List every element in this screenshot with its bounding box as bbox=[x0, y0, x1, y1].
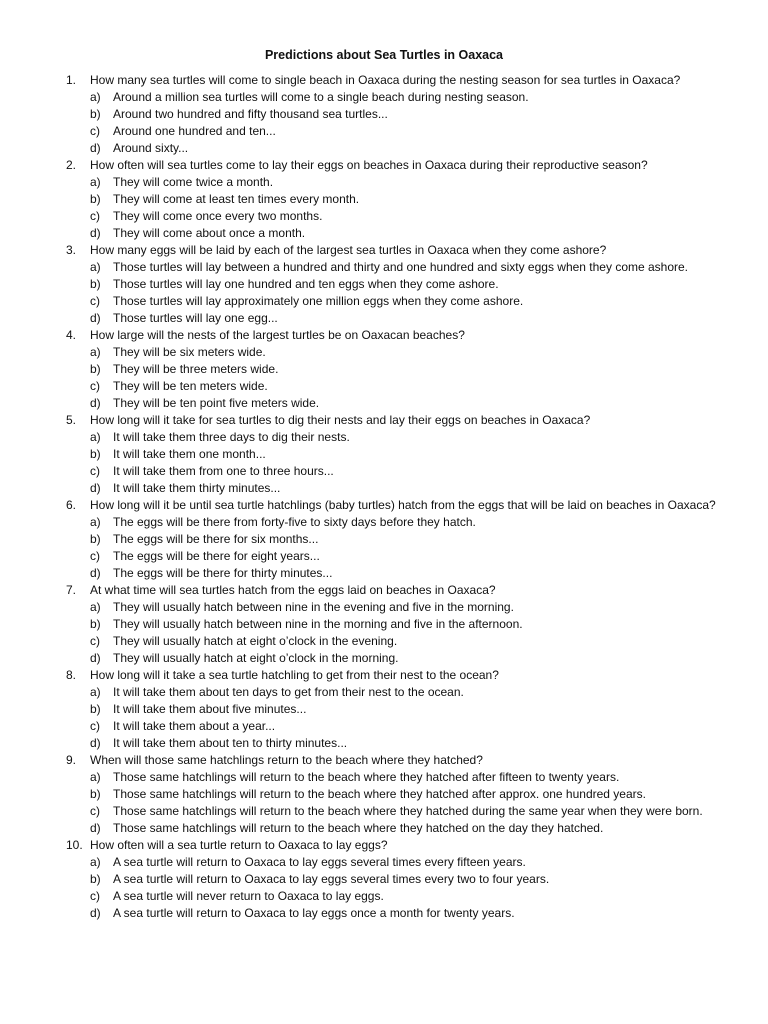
question-line bbox=[66, 242, 756, 259]
option-text: They will come once every two months. bbox=[113, 209, 323, 223]
answer-option bbox=[66, 259, 756, 276]
question-4 bbox=[66, 327, 756, 412]
question-text: How many sea turtles will come to single beach in Oaxaca during the nesting season for sea turtles in Oaxaca? bbox=[90, 73, 681, 87]
option-text: They will usually hatch at eight o’clock in the evening. bbox=[113, 634, 398, 648]
option-text: It will take them about ten days to get from their nest to the ocean. bbox=[113, 685, 464, 699]
answer-option bbox=[66, 361, 756, 378]
answer-option bbox=[66, 123, 756, 140]
question-text: At what time will sea turtles hatch from the eggs laid on beaches in Oaxaca? bbox=[90, 583, 496, 597]
question-text: How often will sea turtles come to lay their eggs on beaches in Oaxaca during their reproductive season? bbox=[90, 158, 648, 172]
option-text: It will take them about five minutes... bbox=[113, 702, 307, 716]
answer-option bbox=[66, 684, 756, 701]
question-10 bbox=[66, 837, 756, 922]
question-text: How large will the nests of the largest turtles be on Oaxacan beaches? bbox=[90, 328, 465, 342]
option-text: It will take them from one to three hours... bbox=[113, 464, 334, 478]
option-label: a) bbox=[90, 770, 101, 784]
option-label: b) bbox=[90, 192, 101, 206]
answer-option bbox=[66, 514, 756, 531]
option-text: The eggs will be there for eight years... bbox=[113, 549, 320, 563]
option-text: Those turtles will lay approximately one million eggs when they come ashore. bbox=[113, 294, 524, 308]
option-text: They will be three meters wide. bbox=[113, 362, 279, 376]
option-label: a) bbox=[90, 90, 101, 104]
option-text: It will take them about a year... bbox=[113, 719, 276, 733]
question-number: 2. bbox=[66, 158, 77, 172]
option-label: a) bbox=[90, 430, 101, 444]
answer-option bbox=[66, 395, 756, 412]
option-label: b) bbox=[90, 277, 101, 291]
option-label: d) bbox=[90, 141, 101, 155]
answer-option bbox=[66, 463, 756, 480]
option-label: d) bbox=[90, 311, 101, 325]
answer-option bbox=[66, 548, 756, 565]
option-label: b) bbox=[90, 872, 101, 886]
option-text: Those same hatchlings will return to the beach where they hatched during the same year when they were born. bbox=[113, 804, 703, 818]
answer-option bbox=[66, 854, 756, 871]
question-number: 3. bbox=[66, 243, 77, 257]
option-text: They will come about once a month. bbox=[113, 226, 306, 240]
question-number: 7. bbox=[66, 583, 77, 597]
option-text: Around one hundred and ten... bbox=[113, 124, 276, 138]
option-label: d) bbox=[90, 821, 101, 835]
answer-option bbox=[66, 633, 756, 650]
option-text: The eggs will be there from forty-five to sixty days before they hatch. bbox=[113, 515, 476, 529]
question-8 bbox=[66, 667, 756, 752]
answer-option bbox=[66, 378, 756, 395]
question-number: 5. bbox=[66, 413, 77, 427]
question-line bbox=[66, 72, 756, 89]
option-label: c) bbox=[90, 549, 100, 563]
answer-option bbox=[66, 871, 756, 888]
option-text: A sea turtle will return to Oaxaca to lay eggs once a month for twenty years. bbox=[113, 906, 515, 920]
option-text: They will be six meters wide. bbox=[113, 345, 266, 359]
answer-option bbox=[66, 616, 756, 633]
option-label: d) bbox=[90, 396, 101, 410]
option-label: d) bbox=[90, 906, 101, 920]
answer-option bbox=[66, 531, 756, 548]
question-text: How often will a sea turtle return to Oaxaca to lay eggs? bbox=[90, 838, 388, 852]
question-line bbox=[66, 582, 756, 599]
answer-option bbox=[66, 276, 756, 293]
answer-option bbox=[66, 429, 756, 446]
option-label: b) bbox=[90, 447, 101, 461]
option-label: c) bbox=[90, 719, 100, 733]
option-label: d) bbox=[90, 481, 101, 495]
option-label: a) bbox=[90, 345, 101, 359]
answer-option bbox=[66, 599, 756, 616]
option-label: b) bbox=[90, 362, 101, 376]
answer-option bbox=[66, 191, 756, 208]
option-text: Those same hatchlings will return to the beach where they hatched after fifteen to twenty years. bbox=[113, 770, 620, 784]
option-label: b) bbox=[90, 532, 101, 546]
question-line bbox=[66, 157, 756, 174]
question-text: When will those same hatchlings return to the beach where they hatched? bbox=[90, 753, 483, 767]
answer-option bbox=[66, 310, 756, 327]
question-list bbox=[66, 72, 756, 922]
option-text: They will come at least ten times every month. bbox=[113, 192, 360, 206]
option-text: They will usually hatch at eight o’clock in the morning. bbox=[113, 651, 399, 665]
question-5 bbox=[66, 412, 756, 497]
option-text: It will take them thirty minutes... bbox=[113, 481, 281, 495]
question-line bbox=[66, 412, 756, 429]
question-number: 10. bbox=[66, 838, 83, 852]
answer-option bbox=[66, 446, 756, 463]
option-text: It will take them one month... bbox=[113, 447, 266, 461]
option-label: a) bbox=[90, 175, 101, 189]
option-label: b) bbox=[90, 702, 101, 716]
question-line bbox=[66, 667, 756, 684]
question-1 bbox=[66, 72, 756, 157]
option-text: They will come twice a month. bbox=[113, 175, 274, 189]
answer-option bbox=[66, 293, 756, 310]
option-label: a) bbox=[90, 515, 101, 529]
document-title: Predictions about Sea Turtles in Oaxaca bbox=[264, 48, 504, 62]
question-number: 4. bbox=[66, 328, 77, 342]
question-number: 8. bbox=[66, 668, 77, 682]
option-text: Those same hatchlings will return to the beach where they hatched on the day they hatched. bbox=[113, 821, 604, 835]
option-label: d) bbox=[90, 736, 101, 750]
option-label: a) bbox=[90, 685, 101, 699]
option-text: It will take them about ten to thirty minutes... bbox=[113, 736, 348, 750]
answer-option bbox=[66, 208, 756, 225]
question-line bbox=[66, 327, 756, 344]
option-label: c) bbox=[90, 379, 100, 393]
question-number: 6. bbox=[66, 498, 77, 512]
option-label: a) bbox=[90, 855, 101, 869]
answer-option bbox=[66, 786, 756, 803]
answer-option bbox=[66, 905, 756, 922]
question-text: How long will it take a sea turtle hatchling to get from their nest to the ocean? bbox=[90, 668, 499, 682]
option-text: Those turtles will lay one hundred and ten eggs when they come ashore. bbox=[113, 277, 499, 291]
option-text: A sea turtle will return to Oaxaca to lay eggs several times every fifteen years. bbox=[113, 855, 526, 869]
option-text: The eggs will be there for thirty minutes... bbox=[113, 566, 333, 580]
answer-option bbox=[66, 820, 756, 837]
answer-option bbox=[66, 106, 756, 123]
question-line bbox=[66, 752, 756, 769]
answer-option bbox=[66, 225, 756, 242]
option-label: c) bbox=[90, 294, 100, 308]
option-label: b) bbox=[90, 107, 101, 121]
answer-option bbox=[66, 718, 756, 735]
answer-option bbox=[66, 344, 756, 361]
option-label: c) bbox=[90, 634, 100, 648]
option-text: They will be ten meters wide. bbox=[113, 379, 268, 393]
option-text: The eggs will be there for six months... bbox=[113, 532, 319, 546]
option-text: A sea turtle will never return to Oaxaca to lay eggs. bbox=[113, 889, 384, 903]
question-9 bbox=[66, 752, 756, 837]
option-text: Those turtles will lay between a hundred and thirty and one hundred and sixty eggs when they come ashore. bbox=[113, 260, 689, 274]
answer-option bbox=[66, 888, 756, 905]
answer-option bbox=[66, 565, 756, 582]
option-text: It will take them three days to dig their nests. bbox=[113, 430, 350, 444]
answer-option bbox=[66, 174, 756, 191]
answer-option bbox=[66, 650, 756, 667]
option-label: a) bbox=[90, 600, 101, 614]
question-6 bbox=[66, 497, 756, 582]
question-7 bbox=[66, 582, 756, 667]
answer-option bbox=[66, 701, 756, 718]
option-text: Those same hatchlings will return to the beach where they hatched after approx. one hundred years. bbox=[113, 787, 646, 801]
option-label: d) bbox=[90, 226, 101, 240]
option-label: c) bbox=[90, 889, 100, 903]
option-label: c) bbox=[90, 804, 100, 818]
option-text: They will usually hatch between nine in the morning and five in the afternoon. bbox=[113, 617, 523, 631]
answer-option bbox=[66, 769, 756, 786]
option-text: Around a million sea turtles will come to a single beach during nesting season. bbox=[113, 90, 529, 104]
option-label: b) bbox=[90, 617, 101, 631]
option-text: Around sixty... bbox=[113, 141, 189, 155]
question-3 bbox=[66, 242, 756, 327]
option-label: b) bbox=[90, 787, 101, 801]
option-text: Around two hundred and fifty thousand sea turtles... bbox=[113, 107, 388, 121]
question-text: How many eggs will be laid by each of the largest sea turtles in Oaxaca when they come ashore? bbox=[90, 243, 607, 257]
option-label: a) bbox=[90, 260, 101, 274]
answer-option bbox=[66, 89, 756, 106]
question-text: How long will it take for sea turtles to dig their nests and lay their eggs on beaches in Oaxaca? bbox=[90, 413, 591, 427]
option-text: A sea turtle will return to Oaxaca to lay eggs several times every two to four years. bbox=[113, 872, 550, 886]
option-text: They will be ten point five meters wide. bbox=[113, 396, 320, 410]
question-text: How long will it be until sea turtle hatchlings (baby turtles) hatch from the eggs that will be laid on beaches in Oaxaca? bbox=[90, 498, 716, 512]
answer-option bbox=[66, 735, 756, 752]
option-text: Those turtles will lay one egg... bbox=[113, 311, 278, 325]
answer-option bbox=[66, 803, 756, 820]
question-line bbox=[66, 837, 756, 854]
option-label: c) bbox=[90, 209, 100, 223]
question-2 bbox=[66, 157, 756, 242]
question-number: 1. bbox=[66, 73, 77, 87]
option-label: d) bbox=[90, 566, 101, 580]
option-label: d) bbox=[90, 651, 101, 665]
option-text: They will usually hatch between nine in the evening and five in the morning. bbox=[113, 600, 514, 614]
option-label: c) bbox=[90, 124, 100, 138]
question-number: 9. bbox=[66, 753, 77, 767]
option-label: c) bbox=[90, 464, 100, 478]
answer-option bbox=[66, 480, 756, 497]
answer-option bbox=[66, 140, 756, 157]
question-line bbox=[66, 497, 756, 514]
